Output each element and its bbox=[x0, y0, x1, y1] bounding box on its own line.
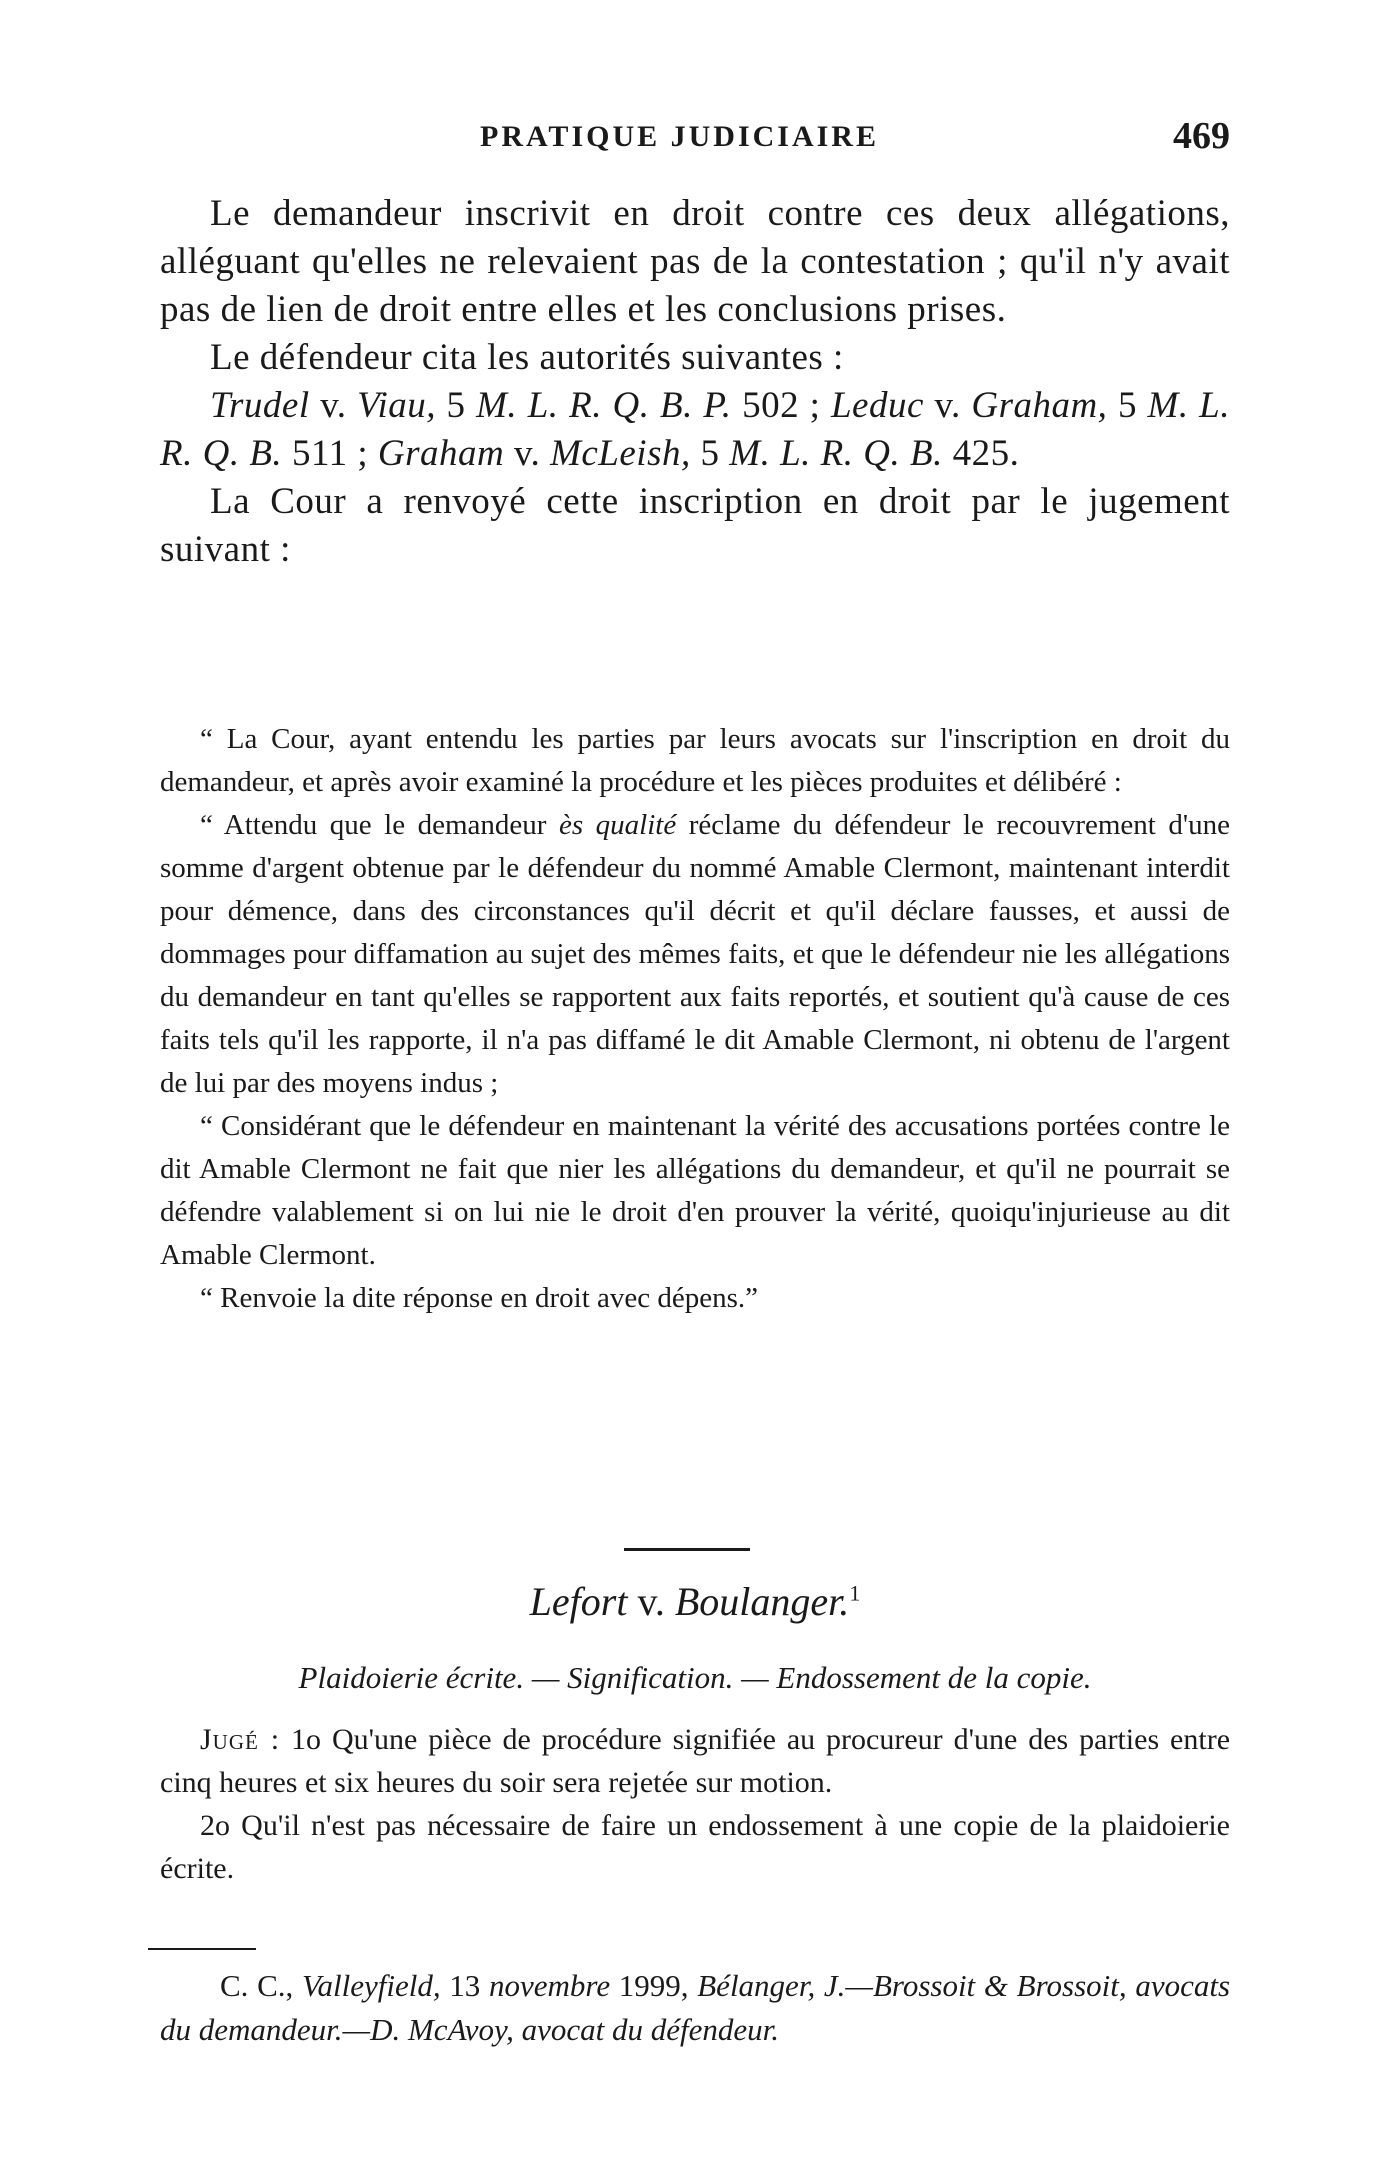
footnote-counsel: Bélanger, J.—Brossoit & Brossoit, avocats du demandeur.—D. McAvoy, avocat du défendeur. bbox=[160, 1968, 1231, 2047]
citation-text: 5 bbox=[1107, 385, 1148, 426]
footnote-rule bbox=[148, 1948, 256, 1950]
paragraph-demurrer: Le demandeur inscrivit en droit contre ces deux allégations, alléguant qu'elles ne relevaient pas de la contestation ; qu'il n'y avait pas de lien de droit entre elles et les conclusions prises. bbox=[160, 193, 1230, 330]
judgment-renvoie: “ Renvoie la dite réponse en droit avec dépens.” bbox=[200, 1282, 759, 1314]
citation-party: Trudel bbox=[210, 385, 310, 426]
case-party-defendant: Boulanger. bbox=[674, 1579, 850, 1624]
case-versus: v. bbox=[627, 1579, 675, 1624]
citation-text: v. bbox=[923, 385, 972, 426]
footnote-year: 1999, bbox=[610, 1968, 698, 2003]
citation-party: McLeish, bbox=[550, 433, 691, 474]
judgment-considerant: “ Considérant que le défendeur en maintenant la vérité des accusations portées contre le dit Amable Clermont ne fait que nier les allégations du demandeur, et qu'il ne pourrait se défendre valablement si on lui nie le droit d'en prouver la vérité, quoiqu'injurieuse au dit Amable Clermont. bbox=[160, 1110, 1230, 1271]
holding-second: 2o Qu'il n'est pas nécessaire de faire un endossement à une copie de la plaidoierie écrite. bbox=[160, 1809, 1230, 1885]
case-subtitle: Plaidoierie écrite. — Signification. — Endossement de la copie. bbox=[298, 1660, 1092, 1695]
footnote-marker: 1 bbox=[849, 1580, 861, 1606]
citation-party: Graham bbox=[377, 433, 505, 474]
judgment-es-qualite: ès qualité bbox=[558, 809, 677, 841]
citation-text: 425. bbox=[942, 433, 1020, 474]
footnote-court: C. C., bbox=[220, 1968, 302, 2003]
judgment-attendu bbox=[160, 804, 1230, 1105]
citation-text: 511 ; bbox=[282, 433, 378, 474]
citation-text: 5 bbox=[435, 385, 477, 426]
footnote-district: Valleyfield, bbox=[302, 1968, 441, 2003]
judgment-text bbox=[160, 718, 1230, 1320]
case-title bbox=[160, 1578, 1230, 1625]
citation-text: v. bbox=[309, 385, 358, 426]
footnote bbox=[160, 1964, 1230, 2052]
paragraph-authorities-list bbox=[160, 382, 1230, 478]
page-header bbox=[160, 110, 1230, 160]
citation-text: 502 ; bbox=[731, 385, 831, 426]
citation-text: v. bbox=[504, 433, 551, 474]
judgment-attendu-start: “ Attendu que le demandeur bbox=[200, 809, 559, 841]
citation-party: Leduc bbox=[830, 385, 924, 426]
citation-party: Graham, bbox=[971, 385, 1108, 426]
page-number: 469 bbox=[1173, 115, 1230, 157]
judgment-attendu-rest: réclame du défendeur le recouvrement d'une somme d'argent obtenue par le défendeur du nommé Amable Clermont, maintenant interdit pour démence, dans des circonstances qu'il décrit et qu'il déclare fausses, et aussi de dommages pour diffamation au sujet des mêmes faits, et que le défendeur nie les allégations du demandeur en tant qu'elles se rapportent aux faits reportés, et soutient qu'à cause de ces faits tels qu'il les rapporte, il n'a pas diffamé le dit Amable Clermont, ni obtenu de l'argent de lui par des moyens indus ; bbox=[160, 809, 1230, 1099]
holding-first-text: 1o Qu'une pièce de procédure signifiée au procureur d'une des parties entre cinq heures et six heures du soir sera rejetée sur motion. bbox=[160, 1723, 1231, 1799]
citation-party: Viau, bbox=[357, 385, 436, 426]
footnote-day: 13 bbox=[440, 1968, 489, 2003]
running-head: PRATIQUE JUDICIAIRE bbox=[480, 120, 879, 153]
footnote-month: novembre bbox=[489, 1968, 611, 2003]
juge-label: Jugé : bbox=[200, 1723, 281, 1756]
opening-paragraphs bbox=[160, 190, 1230, 574]
holding-first bbox=[160, 1718, 1230, 1804]
footnote-text bbox=[160, 1964, 1230, 2052]
citation-reporter: M. L. R. Q. B. bbox=[729, 433, 943, 474]
section-divider bbox=[624, 1548, 750, 1551]
case-holdings bbox=[160, 1718, 1230, 1890]
paragraph-authorities-intro: Le défendeur cita les autorités suivantes : bbox=[210, 337, 844, 378]
case-party-plaintiff: Lefort bbox=[529, 1579, 628, 1624]
judgment-preamble: “ La Cour, ayant entendu les parties par leurs avocats sur l'inscription en droit du demandeur, et après avoir examiné la procédure et les pièces produites et délibéré : bbox=[160, 723, 1230, 798]
paragraph-judgment-intro: La Cour a renvoyé cette inscription en droit par le jugement suivant : bbox=[160, 481, 1230, 570]
citation-reporter: M. L. R. Q. B. bbox=[160, 385, 1230, 474]
citation-reporter: M. L. R. Q. B. P. bbox=[476, 385, 732, 426]
citation-text: 5 bbox=[690, 433, 730, 474]
